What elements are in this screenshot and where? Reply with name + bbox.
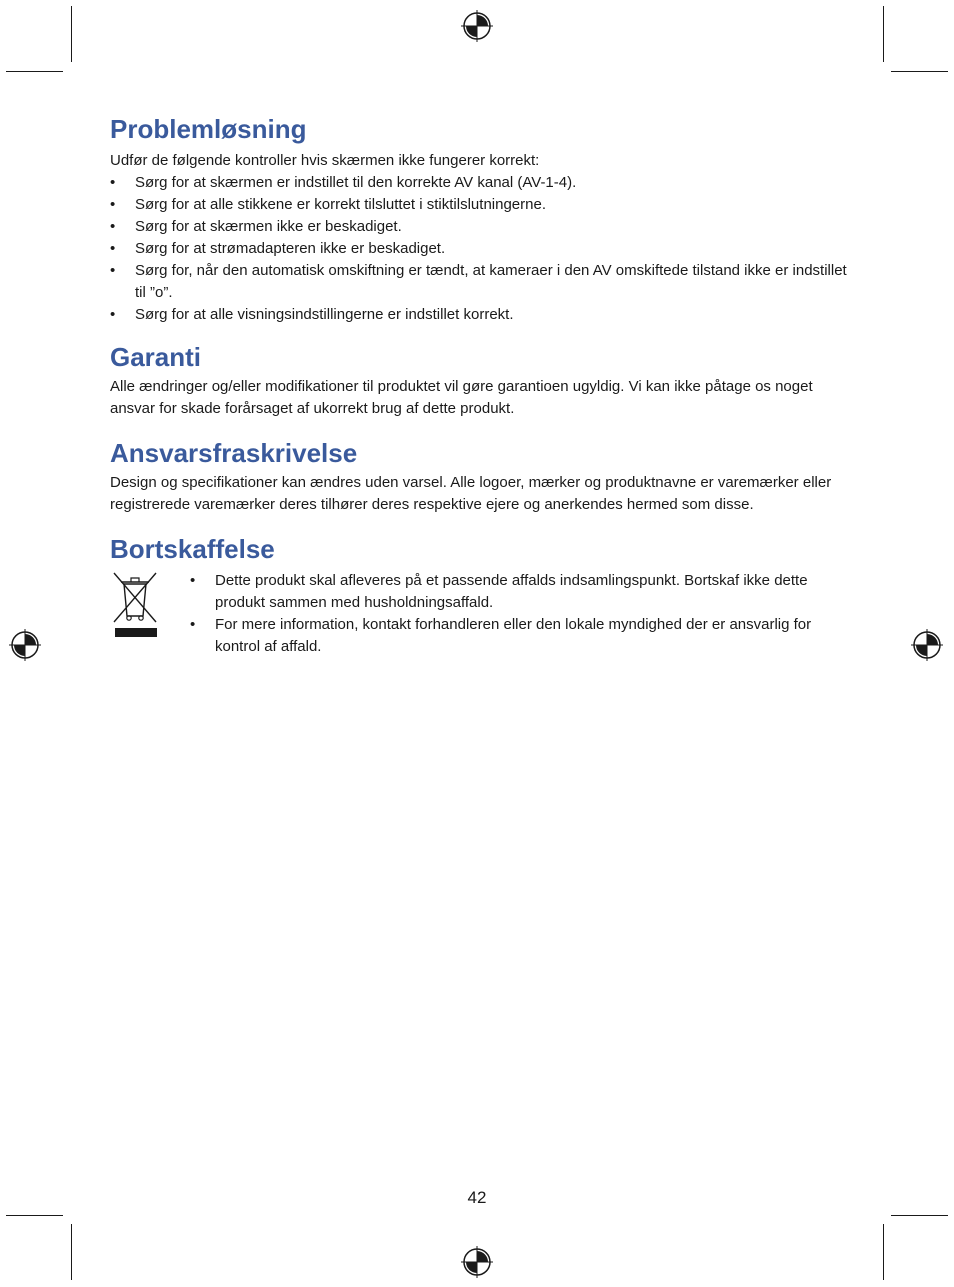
check-list: [110, 172, 850, 326]
disposal-list: [190, 570, 850, 658]
list-item: • Sørg for, når den automatisk omskiftning er tændt, at kameraer i den AV omskiftede tilstand ikke er indstillet til ”ο”.: [110, 260, 850, 304]
section-disposal: [110, 532, 850, 658]
section-title: Garanti: [110, 342, 202, 372]
crop-mark: [71, 1224, 72, 1280]
registration-mark-icon: [9, 629, 41, 661]
list-item: • Sørg for at alle stikkene er korrekt tilsluttet i stiktilslutningerne.: [110, 194, 850, 216]
section-troubleshooting: [110, 112, 850, 326]
section-body: Alle ændringer og/eller modifikationer til produktet vil gøre garantioen ugyldig. Vi kan ikke påtage os noget ansvar for skade forårsaget af ukorrekt brug af dette produkt.: [110, 378, 813, 417]
crop-mark: [883, 1224, 884, 1280]
crop-mark: [891, 1215, 948, 1216]
list-item: • Sørg for at alle visningsindstillingerne er indstillet korrekt.: [110, 304, 850, 326]
list-item: • For mere information, kontakt forhandleren eller den lokale myndighed der er ansvarlig for kontrol af affald.: [190, 614, 850, 658]
registration-mark-icon: [461, 1246, 493, 1278]
section-title: Problemløsning: [110, 114, 307, 144]
disposal-block: [110, 570, 850, 658]
section-intro: Udfør de følgende kontroller hvis skærmen ikke fungerer korrekt:: [110, 152, 540, 169]
weee-crossed-bin-icon: [110, 570, 160, 640]
list-item: • Sørg for at skærmen ikke er beskadiget.: [110, 216, 850, 238]
crop-mark: [71, 6, 72, 62]
section-body: Design og specifikationer kan ændres uden varsel. Alle logoer, mærker og produktnavne er varemærker eller registrerede varemærker deres tilhører deres respektive ejere og anerkendes hermed som disse.: [110, 474, 832, 513]
section-title: Ansvarsfraskrivelse: [110, 438, 358, 468]
crop-mark: [891, 71, 948, 72]
crop-mark: [6, 71, 63, 72]
list-item: • Dette produkt skal afleveres på et passende affalds indsamlingspunkt. Bortskaf ikke dette produkt sammen med husholdningsaffald.: [190, 570, 850, 614]
registration-mark-icon: [911, 629, 943, 661]
section-disclaimer: [110, 436, 850, 516]
section-warranty: [110, 340, 850, 420]
list-item: • Sørg for at strømadapteren ikke er beskadiget.: [110, 238, 850, 260]
list-item: • Sørg for at skærmen er indstillet til den korrekte AV kanal (AV-1-4).: [110, 172, 850, 194]
crop-mark: [883, 6, 884, 62]
page-number: 42: [467, 1188, 487, 1207]
registration-mark-icon: [461, 10, 493, 42]
crop-mark: [6, 1215, 63, 1216]
page-content: [110, 112, 850, 658]
section-title: Bortskaffelse: [110, 534, 275, 564]
